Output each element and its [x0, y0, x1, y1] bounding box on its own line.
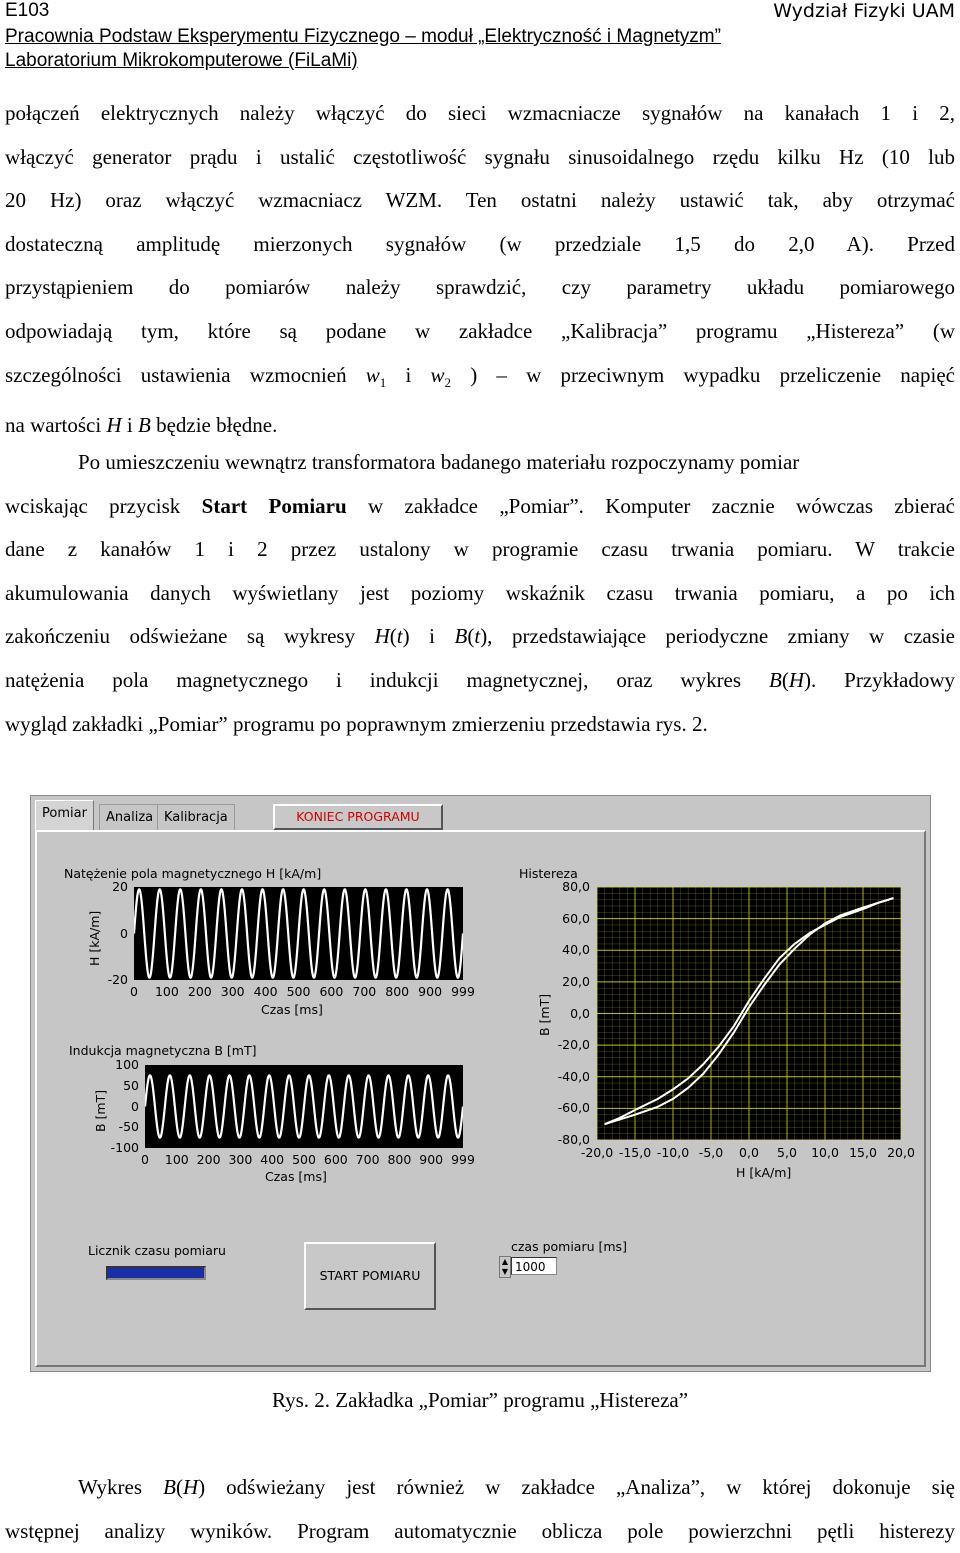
chart-b-plot — [145, 1065, 463, 1148]
x-tick-label: 900 — [419, 1152, 444, 1167]
x-tick-label: 0 — [130, 984, 138, 999]
x-tick-label: 300 — [220, 984, 245, 999]
text-line: włączyć generator prądu i ustalić częstotliwość sygnału sinusoidalnego rzędu kilku Hz (10 lub — [5, 144, 955, 169]
x-tick-label: 100 — [164, 1152, 189, 1167]
x-tick-label: 999 — [451, 984, 475, 999]
x-tick-label: 15,0 — [849, 1145, 877, 1160]
text-line: zakończeniu odświeżane są wykresy H(t) i B(t), przedstawiające periodyczne zmiany w czasie — [5, 624, 955, 649]
duration-stepper[interactable] — [499, 1256, 511, 1278]
text-line: odpowiadają tym, które są podane w zakładce „Kalibracja” programu „Histereza” (w — [5, 318, 955, 343]
series-line — [134, 889, 463, 977]
x-tick-label: 200 — [196, 1152, 221, 1167]
text-line: wciskając przycisk Start Pomiaru w zakładce „Pomiar”. Komputer zacznie wówczas zbierać — [5, 493, 955, 518]
duration-input[interactable]: 1000 — [511, 1257, 557, 1275]
text-line: natężenia pola magnetycznego i indukcji magnetycznej, oraz wykres B(H). Przykładowy — [5, 667, 955, 692]
text-line: akumulowania danych wyświetlany jest poziomy wskaźnik czasu trwania pomiaru, a po ich — [5, 580, 955, 605]
x-tick-label: 300 — [228, 1152, 253, 1167]
series-line — [145, 1075, 463, 1137]
chart-hist-svg — [597, 887, 901, 1140]
x-tick-label: -15,0 — [618, 1145, 652, 1160]
figure-caption: Rys. 2. Zakładka „Pomiar” programu „Histereza” — [271, 1388, 689, 1412]
stepper-up-icon: ▲ — [501, 1257, 509, 1266]
tab-kalibracja[interactable]: Kalibracja — [157, 804, 235, 830]
y-tick-label: 20 — [112, 879, 128, 894]
y-tick-label: 0 — [131, 1098, 139, 1114]
y-tick-label: -20,0 — [557, 1037, 590, 1053]
paragraph-3 — [5, 1466, 955, 1553]
text-line: wstępnej analizy wyników. Program automatycznie oblicza pole powierzchni pętli histerezy — [5, 1518, 955, 1543]
y-tick-label: -20 — [107, 972, 128, 987]
tab-pomiar[interactable]: Pomiar — [35, 800, 94, 830]
text-line: 20 Hz) oraz włączyć wzmacniacz WZM. Ten ostatni należy ustawić tak, aby otrzymać — [5, 188, 955, 213]
y-tick-label: -100 — [110, 1140, 139, 1155]
stepper-down-icon: ▼ — [501, 1267, 509, 1276]
duration-label: czas pomiaru [ms] — [511, 1239, 627, 1254]
x-tick-label: 5,0 — [777, 1145, 797, 1160]
text-line: połączeń elektrycznych należy włączyć do sieci wzmacniacze sygnałów na kanałach 1 i 2, — [5, 101, 955, 125]
x-tick-label: 200 — [187, 984, 212, 999]
text-line: szczególności ustawienia wzmocnień $w_1$ i $w_2$ ) – w przeciwnym wypadku przeliczenie napięć — [5, 362, 955, 390]
x-tick-label: 999 — [451, 1152, 475, 1167]
text-line: przystąpieniem do pomiarów należy sprawdzić, czy parametry układu pomiarowego — [5, 275, 955, 300]
chart-hist-plot — [597, 887, 901, 1140]
program-window — [30, 795, 931, 1372]
y-tick-label: -40,0 — [557, 1068, 590, 1084]
chart-hist-ylabel: B [mT] — [537, 993, 552, 1036]
tab-analiza[interactable]: Analiza — [99, 804, 160, 830]
faculty-name: Wydział Fizyki UAM — [773, 0, 955, 22]
text-line: dane z kanałów 1 i 2 przez ustalony w programie czasu trwania pomiaru. W trakcie — [5, 537, 955, 562]
x-tick-label: 800 — [387, 1152, 412, 1167]
x-tick-label: 600 — [323, 1152, 348, 1167]
x-tick-label: 10,0 — [811, 1145, 839, 1160]
counter-label: Licznik czasu pomiaru — [88, 1243, 226, 1258]
x-tick-label: 500 — [292, 1152, 316, 1167]
chart-b-title: Indukcja magnetyczna B [mT] — [69, 1043, 257, 1058]
x-tick-label: 500 — [286, 984, 311, 999]
y-tick-label: 100 — [115, 1057, 139, 1072]
chart-b-svg — [145, 1065, 463, 1148]
chart-hist-xlabel: H [kA/m] — [736, 1165, 792, 1180]
x-tick-label: 400 — [260, 1152, 285, 1167]
doc-code: E103 — [5, 0, 50, 21]
x-tick-label: -10,0 — [656, 1145, 690, 1160]
y-tick-label: -50 — [118, 1119, 139, 1135]
x-tick-label: 700 — [355, 1152, 380, 1167]
x-tick-label: 400 — [253, 984, 278, 999]
chart-hist-title: Histereza — [519, 866, 578, 881]
x-tick-label: 0,0 — [739, 1145, 759, 1160]
start-measurement-button[interactable]: START POMIARU — [304, 1242, 436, 1310]
chart-h-svg — [134, 887, 463, 980]
progress-bar — [106, 1266, 206, 1280]
y-tick-label: -60,0 — [557, 1100, 590, 1116]
y-tick-label: 0 — [120, 925, 128, 941]
course-name: Pracownia Podstaw Eksperymentu Fizycznego – moduł „Elektryczność i Magnetyzm” — [5, 26, 721, 47]
chart-h-title: Natężenie pola magnetycznego H [kA/m] — [64, 866, 322, 881]
lab-name: Laboratorium Mikrokomputerowe (FiLaMi) — [5, 50, 358, 71]
chart-b-xlabel: Czas [ms] — [265, 1169, 327, 1184]
text-line: na wartości H i B będzie błędne. — [5, 413, 278, 438]
y-tick-label: 80,0 — [562, 879, 590, 894]
y-tick-label: -80,0 — [557, 1132, 590, 1147]
y-tick-label: 20,0 — [562, 973, 590, 989]
x-tick-label: -5,0 — [698, 1145, 724, 1160]
y-tick-label: 40,0 — [562, 942, 590, 958]
chart-b-ylabel: B [mT] — [93, 1089, 108, 1132]
chart-h-plot — [134, 887, 463, 980]
x-tick-label: 20,0 — [887, 1145, 915, 1160]
x-tick-label: 600 — [319, 984, 344, 999]
text-line: Po umieszczeniu wewnątrz transformatora badanego materiału rozpoczynamy pomiar — [78, 450, 800, 474]
y-tick-label: 50 — [123, 1077, 139, 1093]
text-line: wygląd zakładki „Pomiar” programu po poprawnym zmierzeniu przedstawia rys. 2. — [5, 711, 708, 736]
x-tick-label: 800 — [385, 984, 410, 999]
paragraph-1 — [5, 92, 955, 448]
chart-h-ylabel: H [kA/m] — [87, 910, 102, 966]
end-program-button[interactable]: KONIEC PROGRAMU — [273, 804, 443, 830]
x-tick-label: 900 — [418, 984, 443, 999]
x-tick-label: -20,0 — [580, 1145, 614, 1160]
y-tick-label: 60,0 — [562, 910, 590, 926]
chart-h-xlabel: Czas [ms] — [261, 1002, 323, 1017]
x-tick-label: 100 — [154, 984, 179, 999]
text-line: Wykres B(H) odświeżany jest również w zakładce „Analiza”, w której dokonuje się — [78, 1475, 955, 1499]
text-line: dostateczną amplitudę mierzonych sygnałów (w przedziale 1,5 do 2,0 A). Przed — [5, 231, 955, 256]
x-tick-label: 0 — [141, 1152, 149, 1167]
paragraph-2 — [5, 441, 955, 746]
x-tick-label: 700 — [352, 984, 377, 999]
y-tick-label: 0,0 — [570, 1005, 590, 1021]
